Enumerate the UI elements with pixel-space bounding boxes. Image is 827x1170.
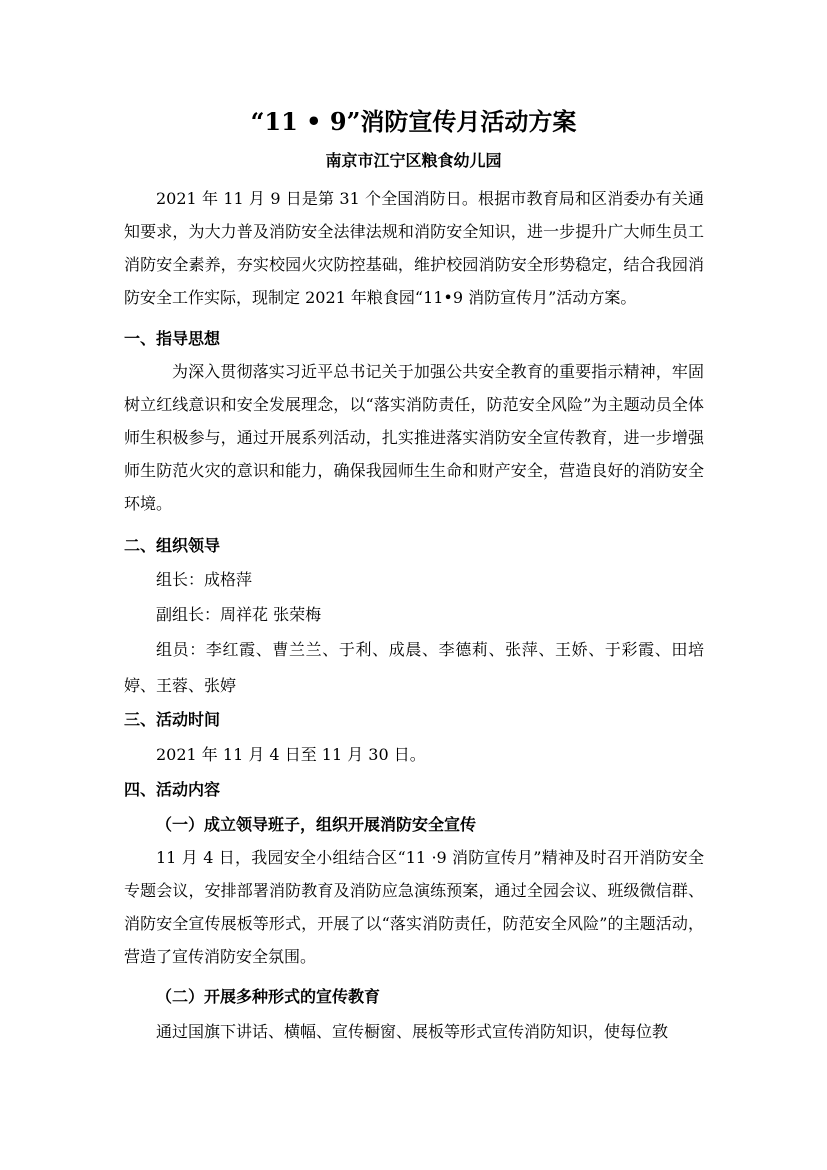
leader-line: 组长：成格萍: [156, 570, 253, 589]
document-subtitle: 南京市江宁区粮食幼儿园: [325, 151, 502, 170]
subsection-body-education: 通过国旗下讲话、横幅、宣传橱窗、展板等形式宣传消防知识，使每位教: [156, 1022, 669, 1041]
members-paragraph: 组员：李红霞、曹兰兰、于利、成晨、李德莉、张萍、王娇、于彩霞、田培婷、王蓉、张婷: [124, 640, 704, 695]
activity-time-line: 2021 年 11 月 4 日至 11 月 30 日。: [156, 745, 426, 764]
subsection-heading-education: （二）开展多种形式的宣传教育: [156, 987, 381, 1006]
deputy-leader-line: 副组长：周祥花 张荣梅: [156, 605, 322, 624]
subsection-body-leadership: 11 月 4 日，我园安全小组结合区“11 ·9 消防宣传月”精神及时召开消防安全专题会议，安排部署消防教育及消防应急演练预案，通过全园会议、班级微信群、消防安全宣传展板等形式，开展了以“落实消防责任，防范安全风险”的主题活动，营造了宣传消防安全氛围。: [124, 848, 704, 966]
section-heading-activity-time: 三、活动时间: [124, 710, 221, 729]
document-title: “11 • 9”消防宣传月活动方案: [250, 107, 577, 136]
section-heading-activity-content: 四、活动内容: [124, 780, 221, 799]
intro-paragraph: 2021 年 11 月 9 日是第 31 个全国消防日。根据市教育局和区消委办有关通知要求，为大力普及消防安全法律法规和消防安全知识，进一步提升广大师生员工消防安全素养，夯实校园火灾防控基础，维护校园消防安全形势稳定，结合我园消防安全工作实际，现制定 2021 年粮食园“11•9 消防宣传月”活动方案。: [124, 189, 704, 307]
section-heading-organization: 二、组织领导: [124, 536, 221, 555]
section-body-guiding-thought: 为深入贯彻落实习近平总书记关于加强公共安全教育的重要指示精神，牢固树立红线意识和安全发展理念，以“落实消防责任，防范安全风险”为主题动员全体师生积极参与，通过开展系列活动，扎实推进落实消防安全宣传教育，进一步增强师生防范火灾的意识和能力，确保我园师生生命和财产安全，营造良好的消防安全环境。: [124, 362, 704, 513]
subsection-heading-leadership: （一）成立领导班子，组织开展消防安全宣传: [156, 815, 477, 834]
section-heading-guiding-thought: 一、指导思想: [124, 329, 221, 348]
